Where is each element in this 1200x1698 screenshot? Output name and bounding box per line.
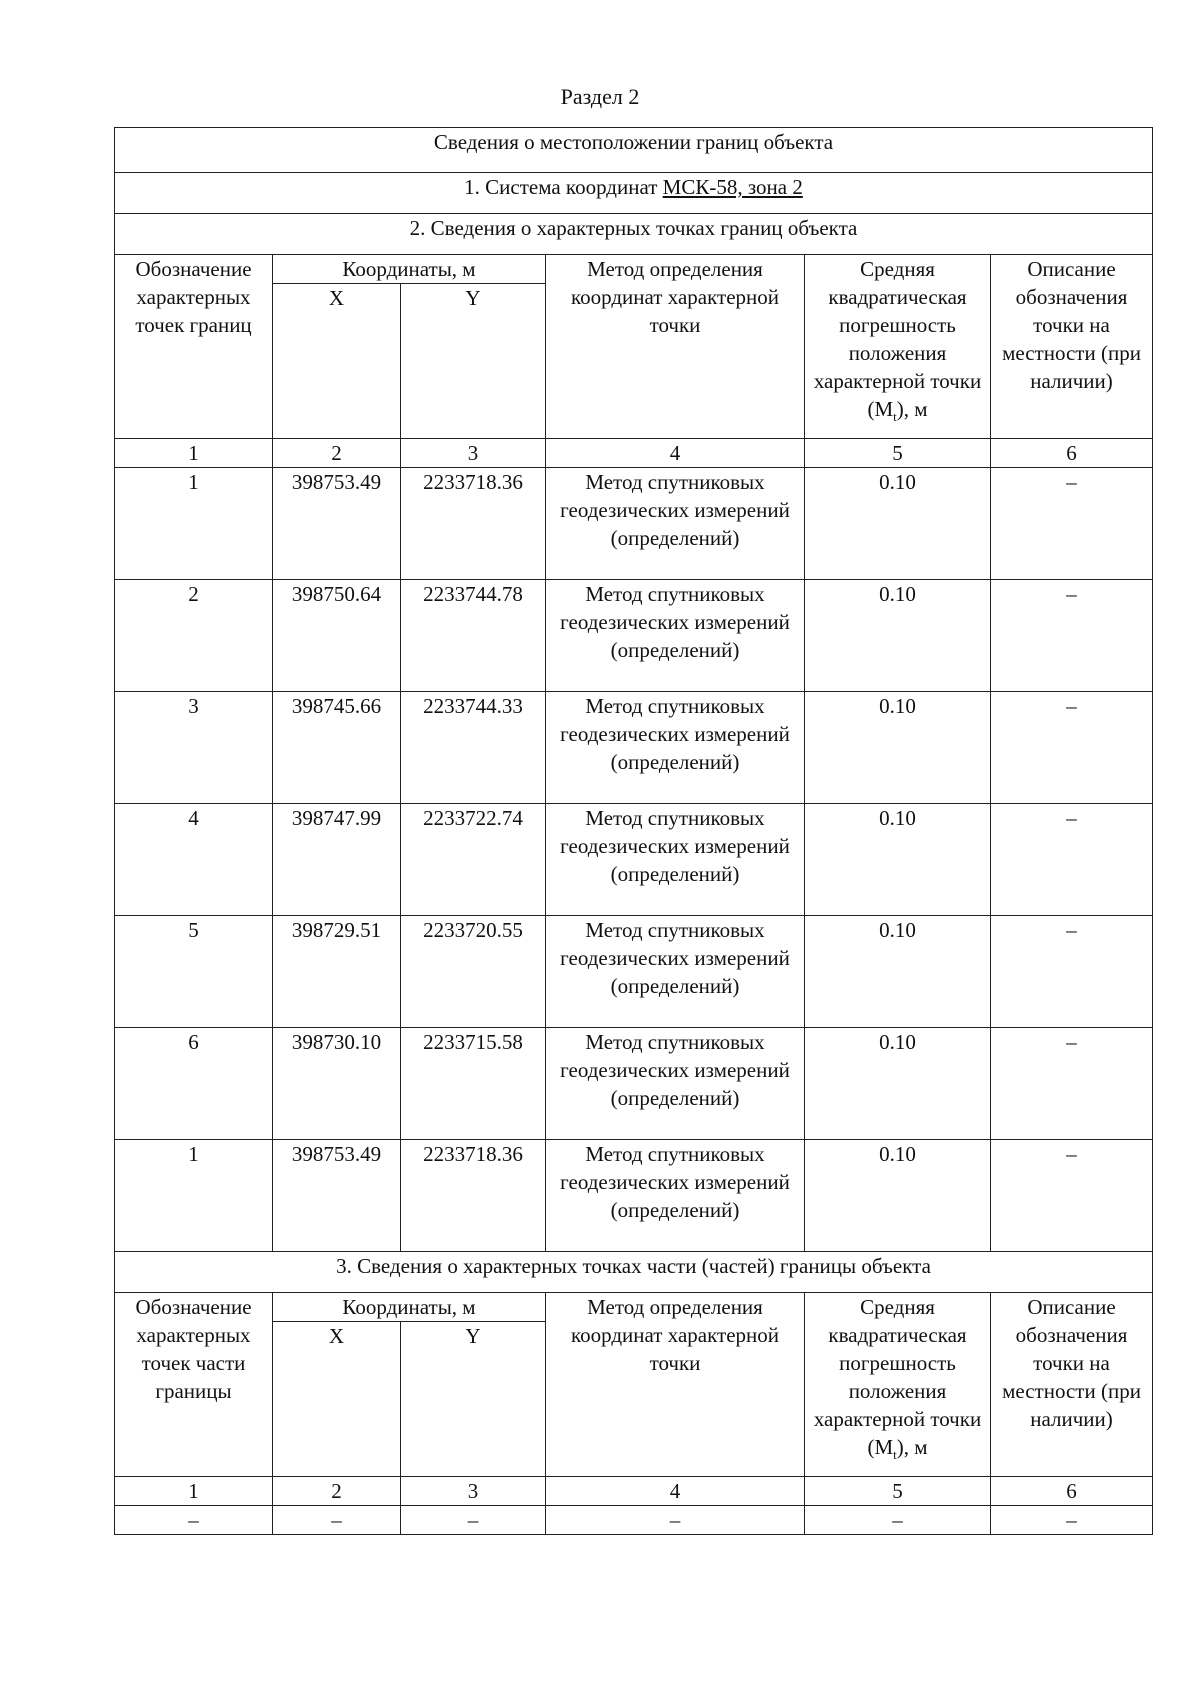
point-x: 398745.66 xyxy=(273,692,401,804)
header-error-unit: ), м xyxy=(896,397,928,421)
point-method: Метод спутниковых геодезических измерений (определений) xyxy=(546,1028,805,1140)
point-description: – xyxy=(991,692,1153,804)
point-x: 398753.49 xyxy=(273,1140,401,1252)
table-row xyxy=(115,1506,1153,1535)
point-x: 398753.49 xyxy=(273,468,401,580)
point-description: – xyxy=(991,916,1153,1028)
point-y: 2233722.74 xyxy=(401,804,546,916)
point-method: Метод спутниковых геодезических измерений (определений) xyxy=(546,468,805,580)
section-title: Раздел 2 xyxy=(560,84,640,109)
point-y: 2233718.36 xyxy=(401,468,546,580)
coord-system-row xyxy=(115,173,1153,214)
point-description: – xyxy=(991,580,1153,692)
point-y: 2233718.36 xyxy=(401,1140,546,1252)
point-y: 2233744.78 xyxy=(401,580,546,692)
header-error-unit: ), м xyxy=(896,1435,928,1459)
table-row xyxy=(115,468,1153,580)
point-id: 2 xyxy=(115,580,273,692)
header-x: X xyxy=(273,284,401,439)
point-error: 0.10 xyxy=(805,580,991,692)
point-method: Метод спутниковых геодезических измерений (определений) xyxy=(546,580,805,692)
point-error: 0.10 xyxy=(805,692,991,804)
table-row xyxy=(115,804,1153,916)
boundaries-table xyxy=(114,127,1153,1535)
point-x: 398730.10 xyxy=(273,1028,401,1140)
header-y: Y xyxy=(401,284,546,439)
column-number: 1 xyxy=(115,439,273,468)
point-id: 5 xyxy=(115,916,273,1028)
column-number: 4 xyxy=(546,439,805,468)
header-coordinates: Координаты, м xyxy=(273,255,546,284)
section3-title: 3. Сведения о характерных точках части (частей) границы объекта xyxy=(115,1252,1153,1293)
table-row xyxy=(115,916,1153,1028)
column-number: 2 xyxy=(273,1477,401,1506)
point-id: – xyxy=(115,1506,273,1535)
coord-system-label: 1. Система координат xyxy=(464,175,658,199)
header-description: Описание обозначения точки на местности (при наличии) xyxy=(991,1293,1153,1477)
header-coordinates: Координаты, м xyxy=(273,1293,546,1322)
header-description: Описание обозначения точки на местности (при наличии) xyxy=(991,255,1153,439)
header-method: Метод определения координат характерной точки xyxy=(546,255,805,439)
header-error xyxy=(805,1293,991,1477)
point-description: – xyxy=(991,804,1153,916)
point-error: – xyxy=(805,1506,991,1535)
header-method: Метод определения координат характерной точки xyxy=(546,1293,805,1477)
point-description: – xyxy=(991,1028,1153,1140)
point-y: 2233715.58 xyxy=(401,1028,546,1140)
point-x: 398729.51 xyxy=(273,916,401,1028)
point-description: – xyxy=(991,1506,1153,1535)
point-x: – xyxy=(273,1506,401,1535)
point-error: 0.10 xyxy=(805,1028,991,1140)
point-description: – xyxy=(991,468,1153,580)
point-id: 1 xyxy=(115,1140,273,1252)
header-error-text: Средняя квадратическая погрешность положения характерной точки (M xyxy=(813,1295,982,1459)
table-row xyxy=(115,1140,1153,1252)
point-error: 0.10 xyxy=(805,916,991,1028)
column-number: 3 xyxy=(401,439,546,468)
coord-system-value: МСК-58, зона 2 xyxy=(662,175,803,199)
column-number: 5 xyxy=(805,1477,991,1506)
point-method: Метод спутниковых геодезических измерений (определений) xyxy=(546,692,805,804)
table-row xyxy=(115,1028,1153,1140)
point-id: 6 xyxy=(115,1028,273,1140)
point-y: 2233744.33 xyxy=(401,692,546,804)
section2-title: 2. Сведения о характерных точках границ объекта xyxy=(115,214,1153,255)
header-x: X xyxy=(273,1322,401,1477)
point-y: 2233720.55 xyxy=(401,916,546,1028)
column-number: 6 xyxy=(991,439,1153,468)
point-id: 4 xyxy=(115,804,273,916)
point-id: 3 xyxy=(115,692,273,804)
table-row xyxy=(115,692,1153,804)
header-error-sub: t xyxy=(893,1447,897,1463)
point-method: Метод спутниковых геодезических измерений (определений) xyxy=(546,916,805,1028)
column-number: 5 xyxy=(805,439,991,468)
point-description: – xyxy=(991,1140,1153,1252)
point-error: 0.10 xyxy=(805,1140,991,1252)
header-point-designation: Обозначение характерных точек границ xyxy=(115,255,273,439)
header-error-sub: t xyxy=(893,409,897,425)
point-y: – xyxy=(401,1506,546,1535)
column-number: 6 xyxy=(991,1477,1153,1506)
point-error: 0.10 xyxy=(805,804,991,916)
table-title: Сведения о местоположении границ объекта xyxy=(115,128,1153,173)
point-error: 0.10 xyxy=(805,468,991,580)
column-numbers-row xyxy=(115,1477,1153,1506)
column-number: 4 xyxy=(546,1477,805,1506)
column-number: 3 xyxy=(401,1477,546,1506)
column-number: 1 xyxy=(115,1477,273,1506)
point-id: 1 xyxy=(115,468,273,580)
table-row xyxy=(115,580,1153,692)
point-x: 398747.99 xyxy=(273,804,401,916)
column-number: 2 xyxy=(273,439,401,468)
point-method: Метод спутниковых геодезических измерений (определений) xyxy=(546,1140,805,1252)
point-method: – xyxy=(546,1506,805,1535)
header-error xyxy=(805,255,991,439)
header-y: Y xyxy=(401,1322,546,1477)
header-part-point-designation: Обозначение характерных точек части границы xyxy=(115,1293,273,1477)
header-error-text: Средняя квадратическая погрешность положения характерной точки (M xyxy=(813,257,982,421)
column-numbers-row xyxy=(115,439,1153,468)
point-x: 398750.64 xyxy=(273,580,401,692)
point-method: Метод спутниковых геодезических измерений (определений) xyxy=(546,804,805,916)
